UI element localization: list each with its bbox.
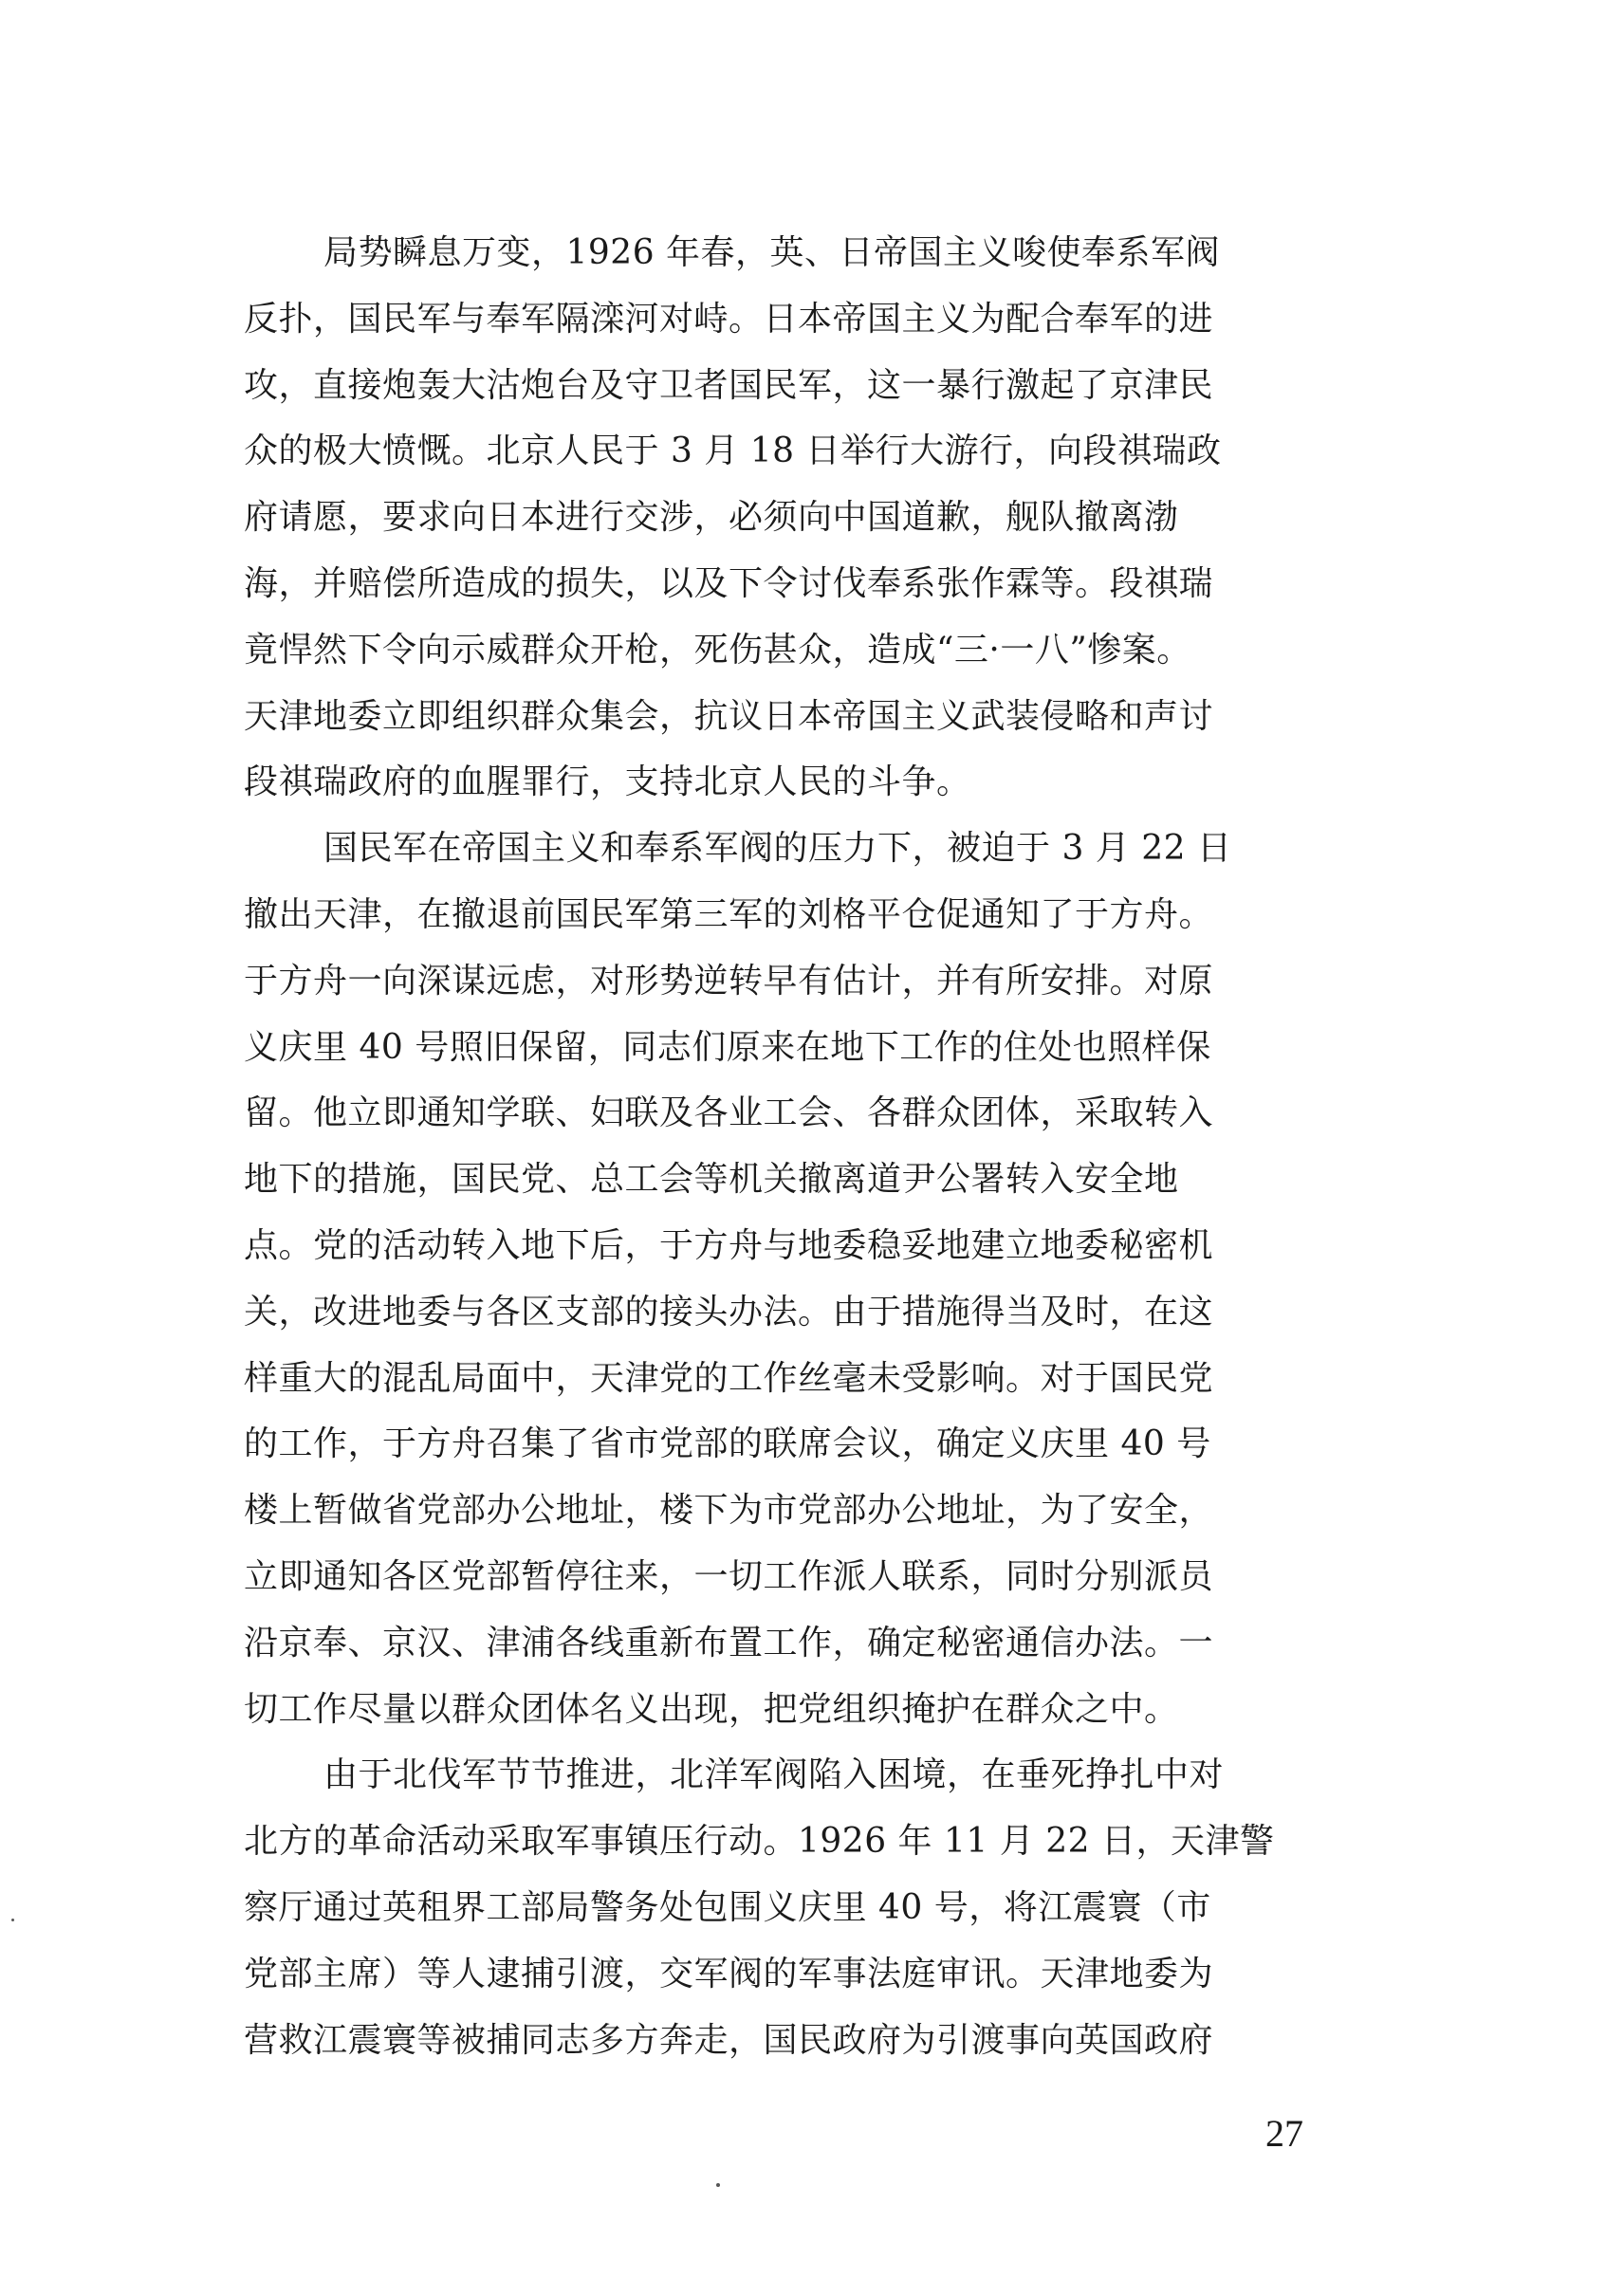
paragraph-2-line-4: 义庆里 40 号照旧保留，同志们原来在地下工作的住处也照样保 [244,1027,1211,1067]
paragraph-3-line-4: 党部主席）等人逮捕引渡，交军阀的军事法庭审讯。天津地委为 [244,1954,1214,1993]
paragraph-2-line-13: 沿京奉、京汉、津浦各线重新布置工作，确定秘密通信办法。一 [244,1623,1214,1662]
paragraph-3-line-2: 北方的革命活动采取军事镇压行动。1926 年 11 月 22 日，天津警 [244,1822,1275,1862]
paragraph-1-line-4: 众的极大愤慨。北京人民于 3 月 18 日举行大游行，向段祺瑞政 [244,432,1222,471]
body-text [244,220,1401,2073]
paragraph-2-line-2: 撤出天津，在撤退前国民军第三军的刘格平仓促通知了于方舟。 [244,894,1214,934]
scan-speck [11,1919,14,1921]
paragraph-3-line-5: 营救江震寰等被捕同志多方奔走，国民政府为引渡事向英国政府 [244,2020,1214,2060]
page-number: 27 [1265,2112,1303,2155]
paragraph-1-line-1: 局势瞬息万变，1926 年春，英、日帝国主义唆使奉系军阀 [323,233,1221,272]
paragraph-2-line-11: 楼上暂做省党部办公地址，楼下为市党部办公地址，为了安全， [244,1491,1214,1531]
paragraph-2-line-1: 国民军在帝国主义和奉系军阀的压力下，被迫于 3 月 22 日 [323,829,1232,869]
paragraph-3-line-3: 察厅通过英租界工部局警务处包围义庆里 40 号，将江震寰（市 [244,1887,1211,1927]
paragraph-3-line-1: 由于北伐军节节推进，北洋军阀陷入困境，在垂死挣扎中对 [323,1755,1225,1795]
paragraph-1-line-6: 海，并赔偿所造成的损失，以及下令讨伐奉系张作霖等。段祺瑞 [244,563,1214,603]
paragraph-2-line-10: 的工作，于方舟召集了省市党部的联席会议，确定义庆里 40 号 [244,1424,1211,1464]
paragraph-1-line-7: 竟悍然下令向示威群众开枪，死伤甚众，造成“三·一八”惨案。 [244,630,1191,670]
paragraph-2-line-14: 切工作尽量以群众团体名义出现，把党组织掩护在群众之中。 [244,1689,1179,1729]
paragraph-2-line-7: 点。党的活动转入地下后，于方舟与地委稳妥地建立地委秘密机 [244,1225,1214,1265]
paragraph-2-line-3: 于方舟一向深谋远虑，对形势逆转早有估计，并有所安排。对原 [244,961,1214,1001]
paragraph-1-line-5: 府请愿，要求向日本进行交涉，必须向中国道歉，舰队撤离渤 [244,498,1179,538]
paragraph-1-line-9: 段祺瑞政府的血腥罪行，支持北京人民的斗争。 [244,762,971,802]
paragraph-1-line-3: 攻，直接炮轰大沽炮台及守卫者国民军，这一暴行激起了京津民 [244,365,1214,405]
paragraph-2-line-8: 关，改进地委与各区支部的接头办法。由于措施得当及时，在这 [244,1292,1214,1332]
paragraph-2-line-5: 留。他立即通知学联、妇联及各业工会、各群众团体，采取转入 [244,1093,1214,1133]
paragraph-2-line-9: 样重大的混乱局面中，天津党的工作丝毫未受影响。对于国民党 [244,1358,1214,1398]
paragraph-1-line-2: 反扑，国民军与奉军隔滦河对峙。日本帝国主义为配合奉军的进 [244,299,1214,339]
paragraph-1-line-8: 天津地委立即组织群众集会，抗议日本帝国主义武装侵略和声讨 [244,696,1214,736]
scan-speck [716,2183,720,2187]
paragraph-2-line-6: 地下的措施，国民党、总工会等机关撤离道尹公署转入安全地 [244,1160,1179,1200]
paragraph-2-line-12: 立即通知各区党部暂停往来，一切工作派人联系，同时分别派员 [244,1556,1214,1596]
